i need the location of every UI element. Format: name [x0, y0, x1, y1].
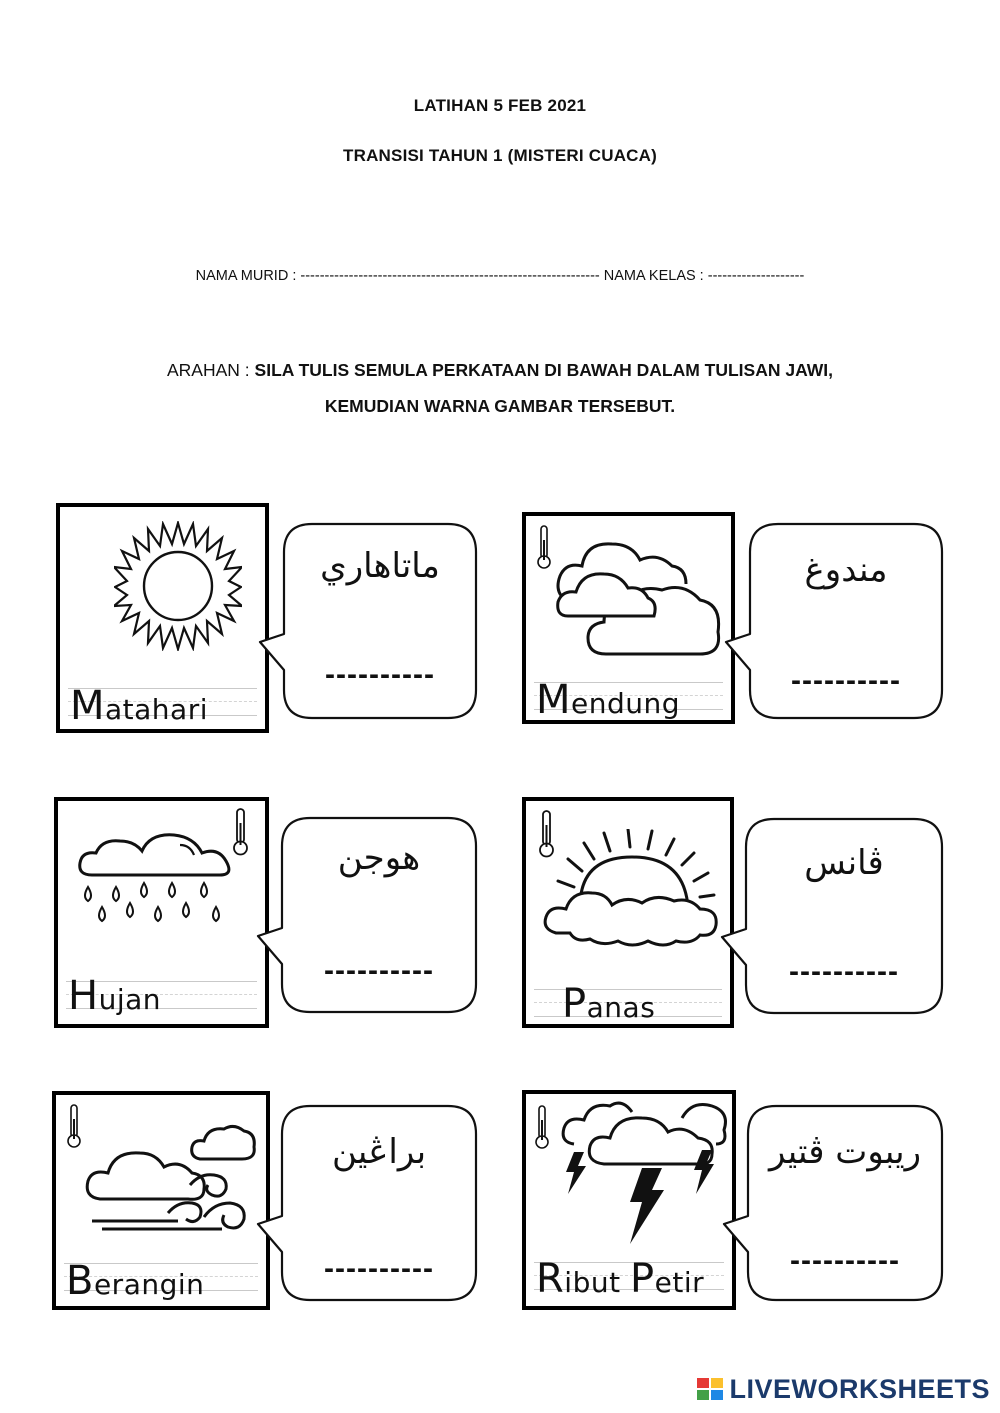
logo-mark-icon	[697, 1378, 725, 1402]
card-label: Mendung	[536, 677, 681, 723]
instruction-line-2	[0, 396, 1000, 417]
instruction-text-1: SILA TULIS SEMULA PERKATAAN DI BAWAH DALAM TULISAN JAWI,	[254, 360, 833, 380]
card-label: Matahari	[70, 683, 209, 729]
cloudy-icon	[554, 532, 724, 662]
instruction-label: ARAHAN :	[167, 360, 255, 380]
worksheet-title: LATIHAN 5 FEB 2021	[413, 96, 587, 115]
jawi-word: ماتاهاري	[320, 546, 440, 586]
card-mendung	[522, 512, 735, 724]
answer-blank[interactable]: ----------	[325, 658, 435, 691]
card-label: Hujan	[68, 973, 162, 1019]
speech-bubble	[720, 817, 944, 1015]
sun-icon	[114, 521, 242, 651]
card-panas	[522, 797, 734, 1028]
instruction-line-1	[0, 360, 1000, 381]
answer-blank[interactable]: ----------	[789, 955, 899, 988]
card-label: Panas	[562, 981, 656, 1027]
answer-blank[interactable]: ----------	[790, 1244, 900, 1277]
jawi-word: ڤانس	[804, 843, 884, 883]
thermometer-icon	[66, 1103, 82, 1149]
card-berangin	[52, 1091, 270, 1310]
jawi-word: ريبوت ڤتير	[768, 1132, 922, 1172]
answer-blank[interactable]: ----------	[791, 664, 901, 697]
card-label: Berangin	[66, 1258, 205, 1304]
jawi-word: براڠين	[331, 1132, 427, 1172]
windy-icon	[82, 1117, 260, 1233]
speech-bubble	[724, 522, 944, 720]
instruction-text-2: KEMUDIAN WARNA GAMBAR TERSEBUT.	[324, 396, 676, 416]
rain-icon	[76, 831, 236, 935]
brand-name: LIVEWORKSHEETS	[729, 1374, 990, 1404]
worksheet-subtitle: TRANSISI TAHUN 1 (MISTERI CUACA)	[343, 146, 657, 165]
speech-bubble	[256, 816, 478, 1014]
answer-blank[interactable]: ----------	[324, 954, 434, 987]
jawi-word: هوجن	[337, 838, 421, 878]
card-label: Ribut Petir	[536, 1256, 705, 1302]
speech-bubble	[256, 1104, 478, 1302]
storm-icon	[560, 1098, 732, 1248]
jawi-word: مندوغ	[804, 550, 888, 590]
card-matahari	[56, 503, 269, 733]
student-name-line: NAMA MURID : -------------------------------------------------------------- NAMA KELAS : --------------------	[195, 268, 805, 284]
answer-blank[interactable]: ----------	[324, 1252, 434, 1285]
thermometer-icon	[536, 524, 552, 570]
card-ribut-petir	[522, 1090, 736, 1310]
thermometer-icon	[534, 1104, 550, 1150]
speech-bubble	[258, 522, 478, 720]
card-hujan	[54, 797, 269, 1028]
speech-bubble	[722, 1104, 944, 1302]
hot-sun-icon	[540, 829, 724, 947]
liveworksheets-logo[interactable]	[697, 1374, 990, 1405]
